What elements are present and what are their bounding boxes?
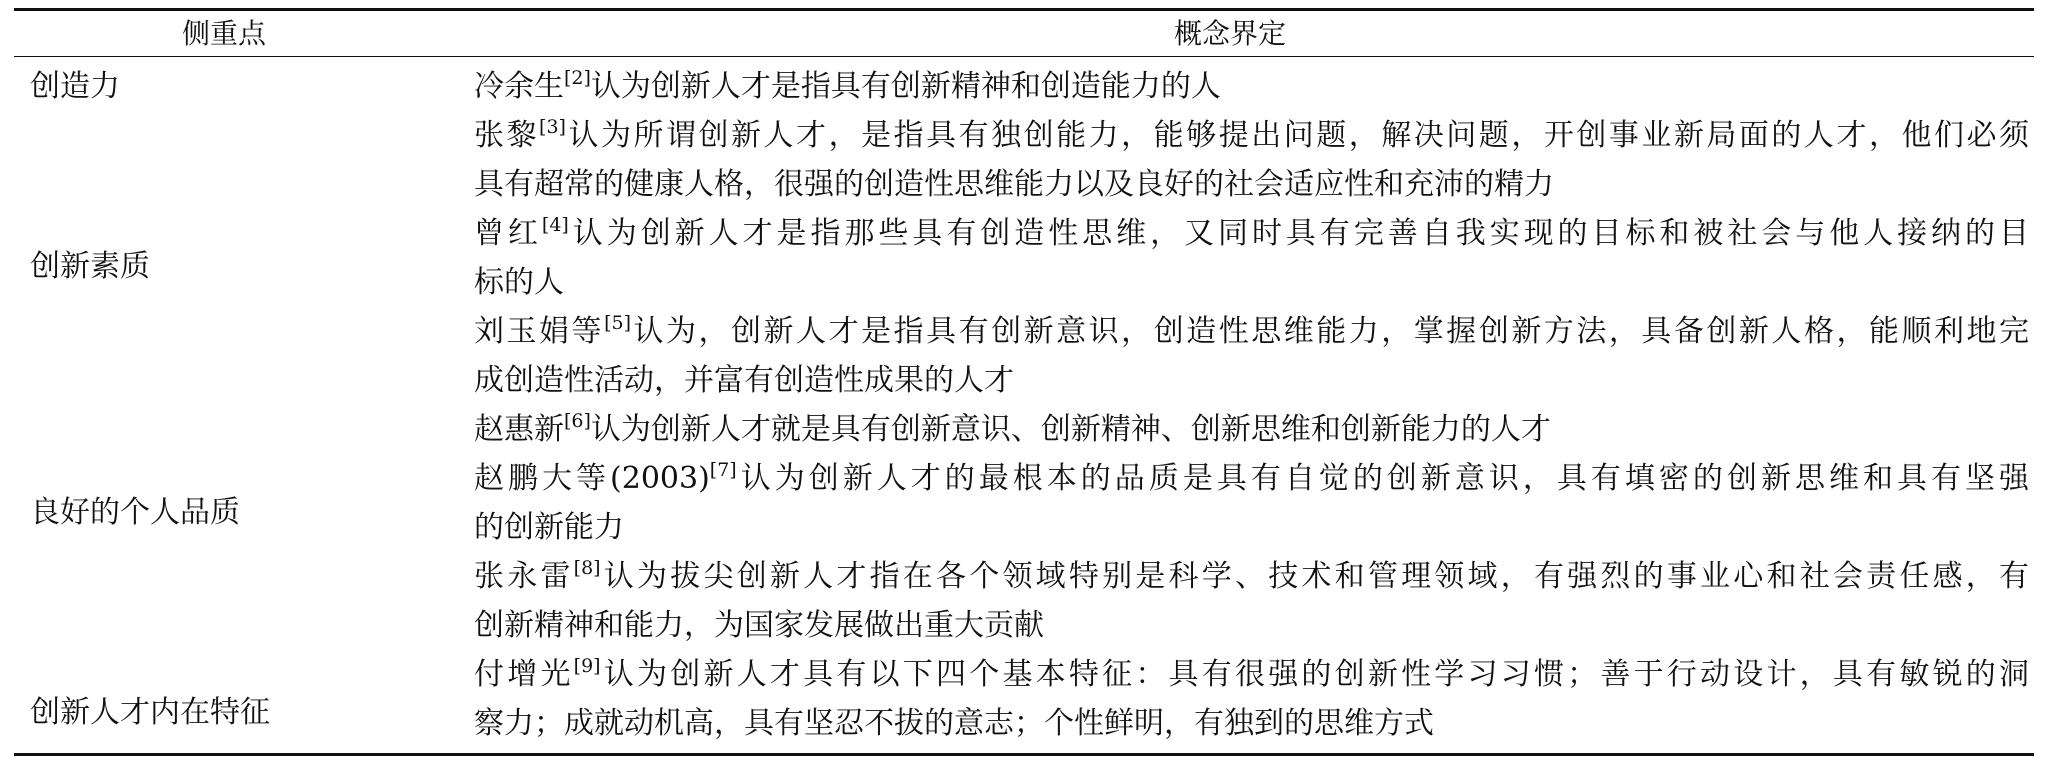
entry-ref: [8] xyxy=(573,557,601,579)
entry-ref: [4] xyxy=(541,214,569,236)
entry-ref: [3] xyxy=(539,116,566,138)
entry-author: 冷余生 xyxy=(474,69,564,104)
entry-author: 付增光 xyxy=(474,657,574,692)
header-focus: 侧重点 xyxy=(182,17,267,50)
concept-table xyxy=(14,8,2034,756)
entry-text-continued: 成创造性活动，并富有创造性成果的人才 xyxy=(474,363,1014,398)
entry-text-continued: 标的人 xyxy=(474,265,564,300)
entry-text: 认为创新人才是指那些具有创造性思维，又同时具有完善自我实现的目标和被社会与他人接纳的目 xyxy=(568,216,2029,251)
table-header xyxy=(14,11,2034,57)
entry-text-continued: 察力；成就动机高，具有坚忍不拔的意志；个性鲜明，有独到的思维方式 xyxy=(474,706,1434,741)
category-intrinsic-traits: 创新人才内在特征 xyxy=(30,695,270,730)
definition-entry xyxy=(474,111,2029,209)
entry-author: 张永雷 xyxy=(474,559,574,594)
entry-text: 认为创新人才具有以下四个基本特征：具有很强的创新性学习习惯；善于行动设计，具有敏锐的洞 xyxy=(600,657,2029,692)
entry-text: 认为，创新人才是指具有创新意识，创造性思维能力，掌握创新方法，具备创新人格，能顺利地完 xyxy=(630,314,2029,349)
entry-ref: [5] xyxy=(604,312,631,334)
entry-ref: [2] xyxy=(564,67,591,89)
definition-entry xyxy=(474,405,2029,454)
entry-text: 认为创新人才就是具有创新意识、创新精神、创新思维和创新能力的人才 xyxy=(590,412,1551,447)
entry-text-continued: 具有超常的健康人格，很强的创造性思维能力以及良好的社会适应性和充沛的精力 xyxy=(474,167,1554,202)
entry-text: 认为创新人才的最根本的品质是具有自觉的创新意识，具有填密的创新思维和具有坚强 xyxy=(736,461,2029,496)
entry-author: 张黎 xyxy=(474,118,540,153)
definition-entry xyxy=(474,552,2029,650)
definition-entry xyxy=(474,650,2029,748)
entry-author: 赵鹏大等(2003) xyxy=(474,461,710,496)
definition-entry xyxy=(474,209,2029,307)
entry-author: 曾红 xyxy=(474,216,542,251)
entry-text: 认为拔尖创新人才指在各个领域特别是科学、技术和管理领域，有强烈的事业心和社会责任感，有 xyxy=(600,559,2029,594)
entry-ref: [6] xyxy=(564,410,591,432)
definition-entry xyxy=(474,454,2029,552)
definition-entry xyxy=(474,307,2029,405)
entry-author: 刘玉娟等 xyxy=(474,314,605,349)
entry-text: 认为创新人才是指具有创新精神和创造能力的人 xyxy=(590,69,1221,104)
entry-text-continued: 创新精神和能力，为国家发展做出重大贡献 xyxy=(474,608,1044,643)
category-personal-quality: 良好的个人品质 xyxy=(30,495,240,530)
entry-text-continued: 的创新能力 xyxy=(474,510,624,545)
category-innovation-quality: 创新素质 xyxy=(30,249,150,284)
entry-author: 赵惠新 xyxy=(474,412,564,447)
definition-entry xyxy=(474,62,2029,111)
entry-ref: [9] xyxy=(573,655,601,677)
header-definition: 概念界定 xyxy=(1174,17,1287,50)
entry-ref: [7] xyxy=(709,459,737,481)
entry-text: 认为所谓创新人才，是指具有独创能力，能够提出问题，解决问题，开创事业新局面的人才，他们必须 xyxy=(565,118,2029,153)
category-creativity: 创造力 xyxy=(30,69,120,104)
